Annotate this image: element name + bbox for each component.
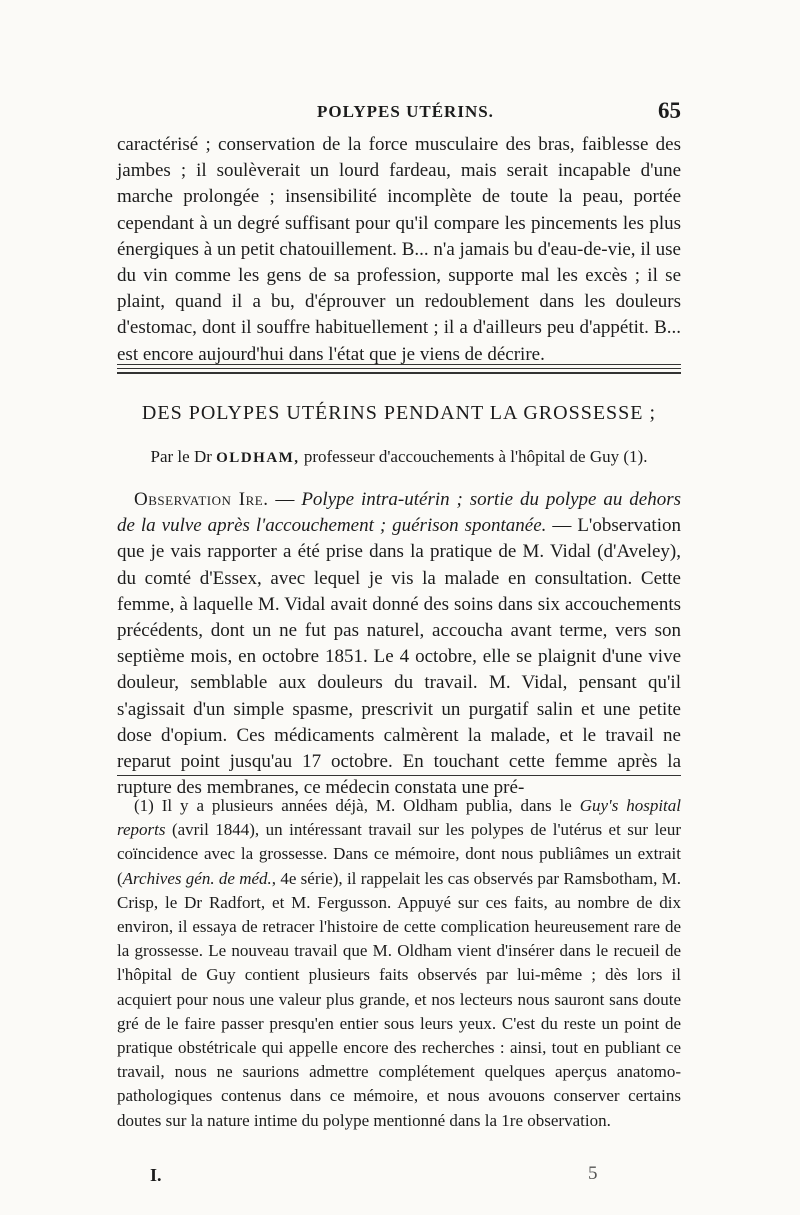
observation-text [117, 487, 681, 801]
section-rule-middle [117, 368, 681, 369]
observation-body: — L'observation que je vais rapporter a été prise dans la pratique de M. Vidal (d'Aveley), du comté d'Essex, avec lequel je vis la malade en consultation. Cette femme, à laquelle M. Vidal avait donné des soins dans six accouchements précédents, dont un ne fut pas naturel, accoucha avant terme, vers son septième mois, en octobre 1851. Le 4 octobre, elle se plaignit d'une vive douleur, semblable aux douleurs du travail. M. Vidal, pensant qu'il s'agissait d'un simple spasme, prescrivit un purgatif salin et une petite dose d'opium. Ces médicaments calmèrent la malade, et le travail ne reparut point jusqu'au 17 octobre. En touchant cette femme après la rupture des membranes, ce médecin constata une pré- [117, 515, 681, 799]
signature-mark-left: I. [150, 1165, 162, 1185]
footnote [117, 794, 681, 1133]
intro-paragraph-text: caractérisé ; conservation de la force musculaire des bras, faiblesse des jambes ; il soulèverait un lourd fardeau, mais serait incapable d'une marche prolongée ; insensibilité incomplète de toute la peau, portée cependant à un degré suffisant pour qu'il compare les pincements les plus énergiques à un petit chatouillement. B... n'a jamais bu d'eau-de-vie, il use du vin comme les gens de sa profession, supporte mal les excès ; il se plaint, quand il a bu, d'éprouver un redoublement dans les douleurs d'estomac, dont il souffre habituellement ; il a d'ailleurs peu d'appétit. B... est encore aujourd'hui dans l'état que je viens de décrire. [117, 134, 681, 365]
footnote-archives: Archives gén. de méd. [122, 868, 272, 888]
observation-paragraph [117, 487, 681, 801]
footnote-text-a: Il y a plusieurs années déjà, M. Oldham publia, dans le [153, 796, 580, 815]
byline-suffix: professeur d'accouchements à l'hôpital de Guy (1). [303, 447, 648, 466]
running-header [117, 98, 681, 128]
footnote-rule [117, 775, 681, 776]
footnote-journal: Guy's hospital reports [117, 796, 682, 840]
observation-heading: Observation Ire. [134, 489, 269, 510]
page-number: 65 [658, 98, 681, 123]
byline-author: OLDHAM, [216, 450, 300, 466]
observation-italic-title: Polype intra-utérin ; sortie du polype au dehors de la vulve après l'accouchement ; guérison spontanée. [117, 489, 682, 537]
footnote-text-b: (avril 1844), un intéressant travail sur les polypes de l'utérus et sur leur coïncidence avec la grossesse. Dans ce mémoire, dont nous publiâmes un extrait ( [117, 820, 681, 888]
running-title: POLYPES UTÉRINS. [317, 102, 494, 121]
intro-paragraph [117, 132, 681, 368]
observation-dash: — [268, 489, 302, 510]
byline-prefix: Par le Dr [150, 447, 212, 466]
article-byline [117, 447, 681, 467]
section-title: DES POLYPES UTÉRINS PENDANT LA GROSSESSE ; [141, 402, 657, 424]
section-rule-bottom [117, 372, 681, 374]
footnote-marker: (1) [134, 796, 154, 815]
signature-mark-right: 5 [588, 1163, 598, 1184]
footnote-text-c: , 4e série), il rappelait les cas observés par Ramsbotham, M. Crisp, le Dr Radfort, et M. Fergusson. Appuyé sur ces faits, au nombre de dix environ, il essaya de retracer l'histoire de cette complication heureusement rare de la grossesse. Le nouveau travail que M. Oldham vient d'insérer dans le recueil de l'hôpital de Guy contient plusieurs faits observés par lui-même ; dès lors il acquiert pour nous une valeur plus grande, et nos lecteurs nous sauront sans doute gré de le faire passer presqu'en entier sous leurs yeux. C'est du reste un point de pratique obstétricale qui appelle encore des recherches : ainsi, tout en publiant ce travail, nous ne saurions admettre complétement quelques aperçus anatomo-pathologiques contenus dans ce mémoire, et nous avouons conserver certains doutes sur la nature intime du polype mentionné dans la 1re observation. [117, 868, 681, 1130]
section-rule-top [117, 364, 681, 365]
